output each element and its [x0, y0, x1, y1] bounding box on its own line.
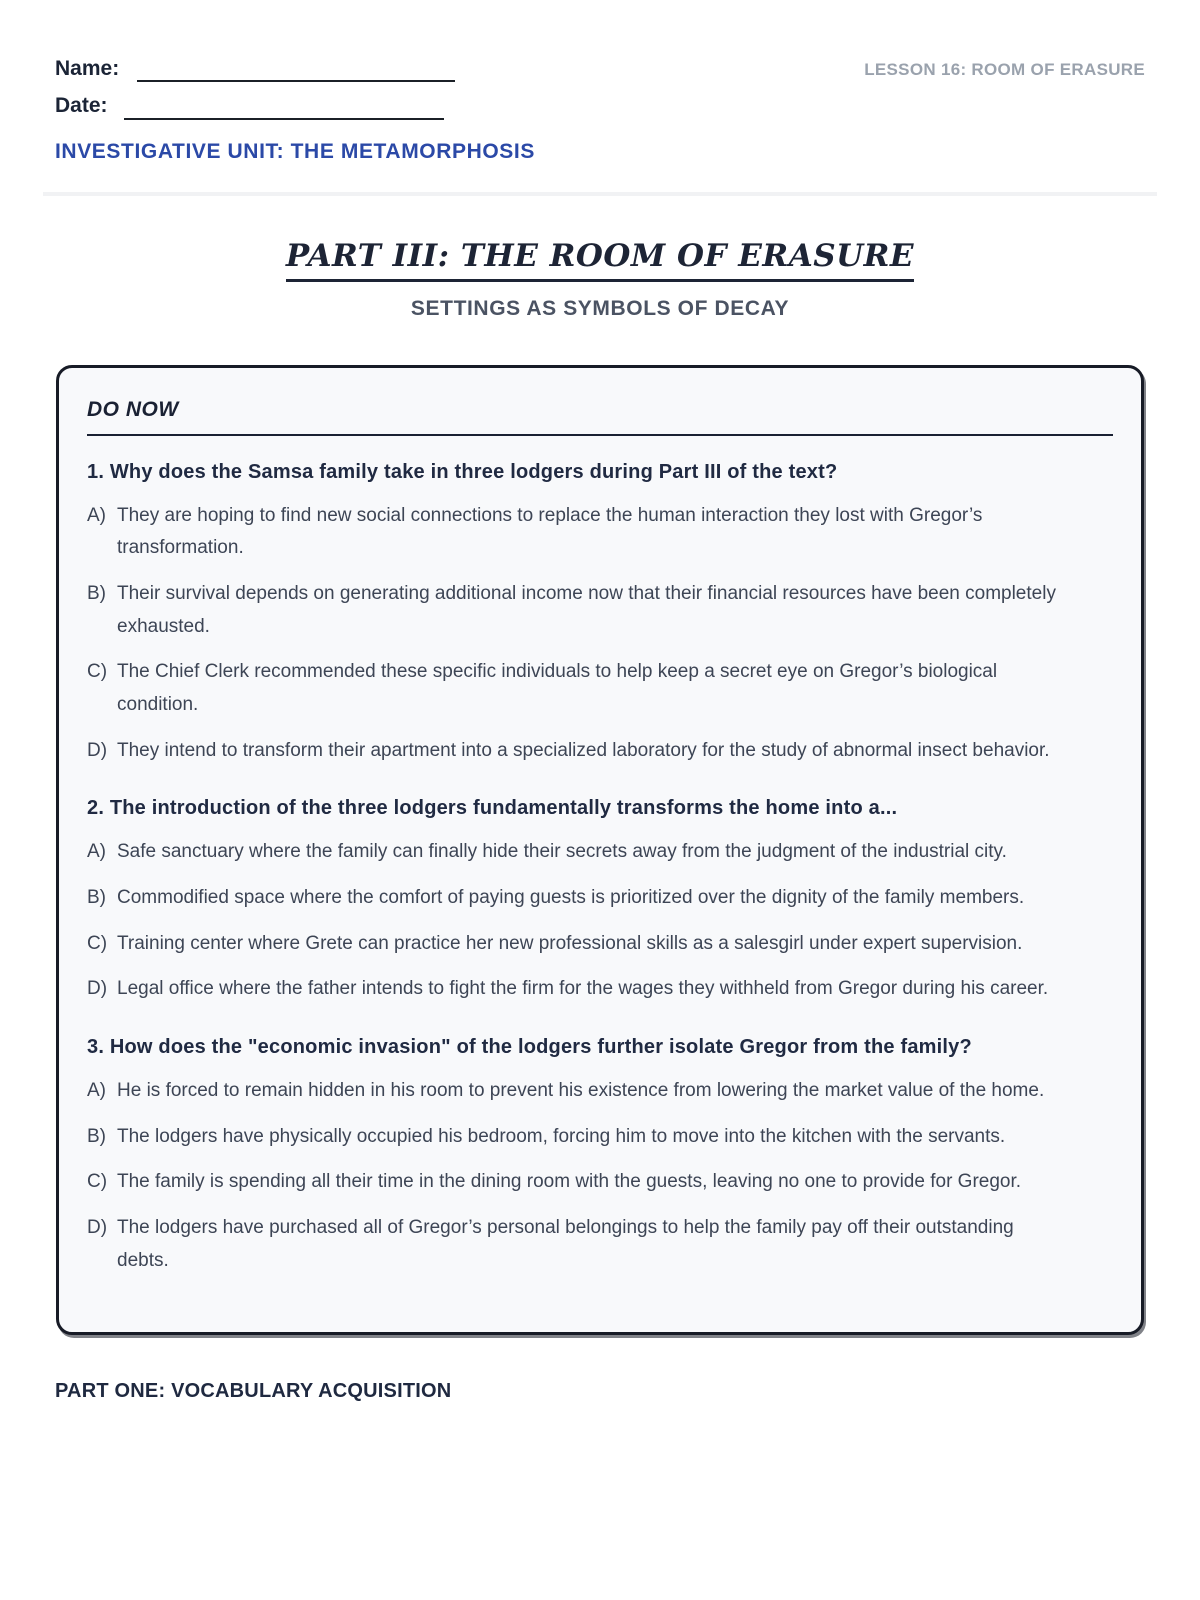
option-letter: B) [87, 1125, 106, 1147]
do-now-rule [87, 434, 1113, 436]
date-blank-line [124, 96, 444, 120]
header [55, 56, 1145, 120]
option-letter: C) [87, 1171, 108, 1193]
option-text: Training center where Grete can practice her new professional skills as a salesgirl under expert supervision. [117, 932, 1023, 954]
option-letter: D) [87, 1216, 108, 1238]
name-field-row [55, 56, 455, 82]
name-blank-line [137, 58, 455, 82]
question-1-option-c [87, 656, 1113, 721]
option-text: The lodgers have physically occupied his bedroom, forcing him to move into the kitchen with the servants. [117, 1125, 1006, 1147]
question-2-option-b [87, 882, 1113, 915]
option-text: The family is spending all their time in the dining room with the guests, leaving no one to provide for Gregor. [117, 1171, 1022, 1193]
question-1-prompt: 1. Why does the Samsa family take in three lodgers during Part III of the text? [87, 460, 838, 483]
option-letter: A) [87, 504, 106, 526]
question-3-option-b [87, 1121, 1113, 1154]
question-2 [87, 797, 1113, 1006]
page-title: PART III: THE ROOM OF ERASURE [286, 238, 914, 282]
question-2-option-c [87, 928, 1113, 961]
option-letter: D) [87, 739, 108, 761]
option-text: The lodgers have purchased all of Gregor’s personal belongings to help the family pay off their outstanding debts. [117, 1216, 1014, 1271]
option-text: The Chief Clerk recommended these specific individuals to help keep a secret eye on Gregor’s biological condition. [117, 661, 998, 715]
name-date-fields [55, 56, 455, 120]
page-subtitle: SETTINGS AS SYMBOLS OF DECAY [410, 296, 790, 320]
question-3-option-a [87, 1075, 1113, 1108]
option-letter: B) [87, 886, 106, 908]
option-text: They intend to transform their apartment into a specialized laboratory for the study of abnormal insect behavior. [117, 739, 1050, 761]
do-now-box [56, 365, 1144, 1336]
question-2-option-a [87, 836, 1113, 869]
unit-title: INVESTIGATIVE UNIT: THE METAMORPHOSIS [55, 139, 535, 163]
option-text: Commodified space where the comfort of paying guests is prioritized over the dignity of the family members. [117, 886, 1025, 908]
date-label: Date: [55, 94, 108, 118]
option-text: Legal office where the father intends to fight the firm for the wages they withheld from Gregor during his career. [117, 978, 1049, 1000]
question-3 [87, 1036, 1113, 1277]
header-divider [43, 192, 1157, 196]
question-2-prompt: 2. The introduction of the three lodgers fundamentally transforms the home into a... [87, 797, 898, 820]
part-one-section-title: PART ONE: VOCABULARY ACQUISITION [55, 1380, 452, 1403]
option-letter: B) [87, 582, 106, 604]
lesson-header-label: LESSON 16: ROOM OF ERASURE [864, 60, 1145, 79]
option-letter: C) [87, 661, 108, 683]
question-3-prompt: 3. How does the "economic invasion" of the lodgers further isolate Gregor from the family? [87, 1035, 972, 1058]
question-1-option-b [87, 578, 1113, 643]
option-letter: A) [87, 841, 106, 863]
question-1 [87, 461, 1113, 768]
question-2-option-d [87, 973, 1113, 1006]
option-text: They are hoping to find new social connections to replace the human interaction they lost with Gregor’s transformation. [117, 504, 983, 559]
question-1-option-a [87, 500, 1113, 565]
name-label: Name: [55, 57, 120, 80]
option-letter: C) [87, 932, 108, 954]
option-text: Their survival depends on generating additional income now that their financial resources have been completely exhausted. [117, 582, 1056, 637]
option-letter: A) [87, 1079, 106, 1101]
option-letter: D) [87, 978, 108, 1000]
option-text: Safe sanctuary where the family can finally hide their secrets away from the judgment of the industrial city. [117, 841, 1007, 863]
date-field-row [55, 93, 455, 119]
question-3-option-d [87, 1212, 1113, 1277]
question-1-option-d [87, 735, 1113, 768]
question-3-option-c [87, 1166, 1113, 1199]
do-now-heading: DO NOW [87, 397, 179, 421]
option-text: He is forced to remain hidden in his room to prevent his existence from lowering the market value of the home. [117, 1079, 1045, 1101]
title-block [55, 238, 1145, 321]
